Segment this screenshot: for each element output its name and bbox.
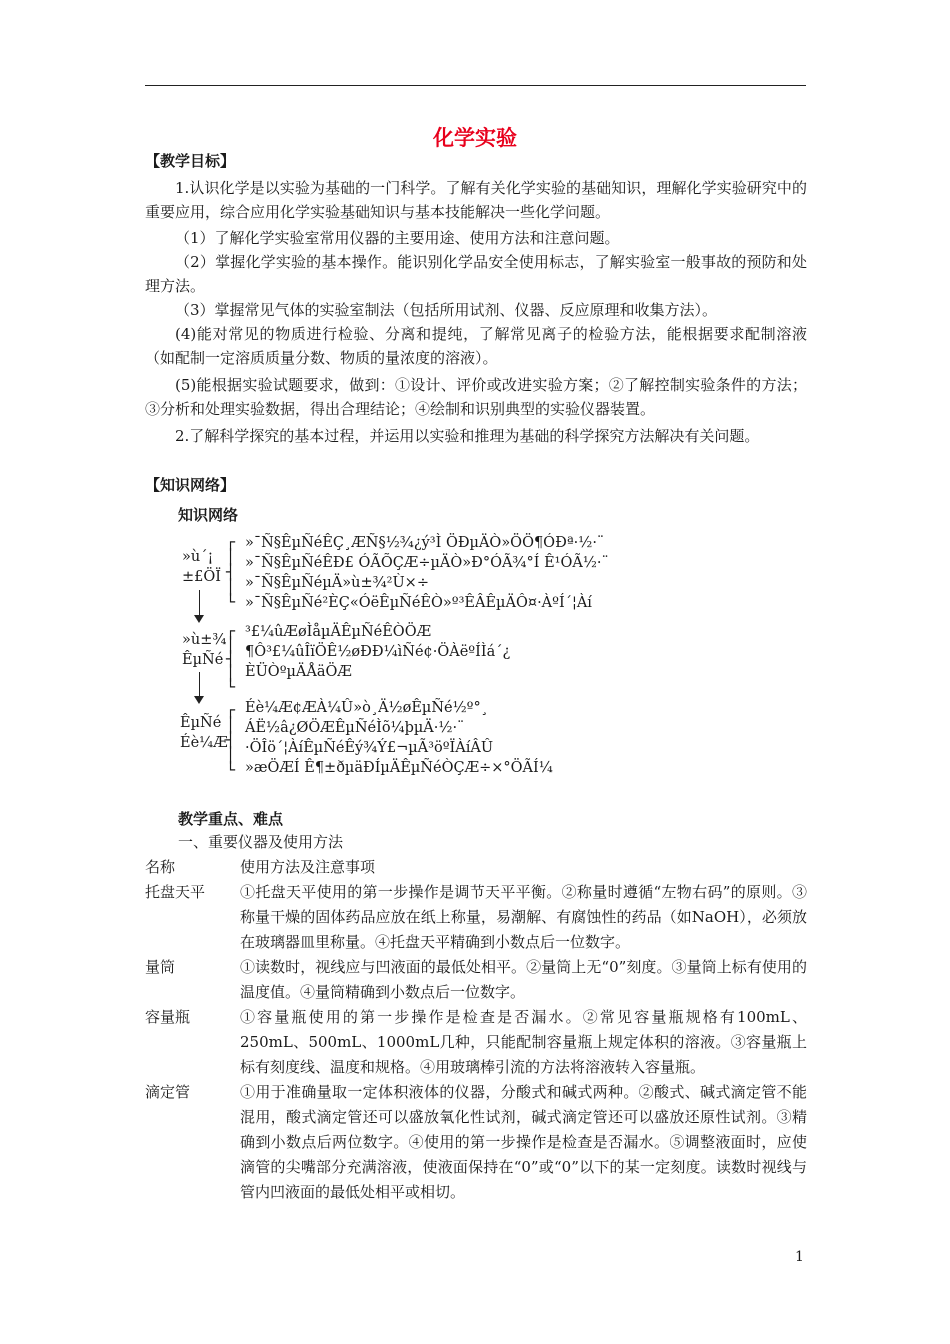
network-group3-label-1: ÊµÑé: [180, 715, 222, 731]
network-group2-label-2: ÊµÑé: [182, 652, 224, 668]
goal-item-4: (4)能对常见的物质进行检验、分离和提纯，了解常见离子的检验方法，能根据要求配制溶液（如配制一定溶质质量分数、物质的量浓度的溶液）。: [145, 325, 807, 367]
table-header-name: 名称: [145, 858, 176, 876]
table-row-name: 托盘天平: [145, 883, 206, 901]
network-arrowhead-1: [194, 615, 204, 623]
network-group3-item-1: Éè¼Æ¢ÆÀ¼Û»ò¸Ä½øÊµÑé½º°¸: [245, 700, 488, 716]
table-row-name: 容量瓶: [145, 1008, 191, 1026]
network-group3-item-2: ÁË½â¿ØÖÆÊµÑéÌõ¼þµÄ·½·¨: [245, 720, 465, 736]
instruments-heading: 一、重要仪器及使用方法: [178, 833, 344, 851]
goal-item-5: (5)能根据实验试题要求，做到：①设计、评价或改进实验方案；②了解控制实验条件的方法；③分析和处理实验数据，得出合理结论；④绘制和识别典型的实验仪器装置。: [145, 376, 807, 418]
network-group2-brace: ┌ │ ┤ │ └: [226, 622, 236, 696]
goal-item-2: （2）掌握化学实验的基本操作。能识别化学品安全使用标志，了解实验室一般事故的预防和处理方法。: [145, 253, 807, 295]
network-arrowhead-2: [194, 696, 204, 704]
network-group1-label-1: »ù´¡: [182, 549, 214, 565]
goal-paragraph-2: 2.了解科学探究的基本过程，并运用以实验和推理为基础的科学探究方法解决有关问题。: [175, 427, 760, 445]
network-arrow-2: [199, 672, 200, 698]
network-arrow-1: [199, 590, 200, 617]
goal-item-1: （1）了解化学实验室常用仪器的主要用途、使用方法和注意问题。: [175, 229, 620, 247]
goal-item-3: （3）掌握常见气体的实验室制法（包括所用试剂、仪器、反应原理和收集方法）。: [175, 301, 718, 319]
table-header-usage: 使用方法及注意事项: [240, 858, 376, 876]
network-group3-brace: ┌ │ ┤ │ └: [226, 701, 236, 779]
network-group3-item-3: ·ÖÎö´¦ÀíÊµÑéÊý¾Ý£¬µÃ³öºÏÀíÂÛ: [245, 740, 494, 756]
network-group1-label-2: ±£ÖÏ: [182, 569, 221, 585]
goal-paragraph-1: 1.认识化学是以实验为基础的一门科学。了解有关化学实验的基础知识，理解化学实验研究中的重要应用，综合应用化学实验基础知识与基本技能解决一些化学问题。: [145, 179, 807, 221]
network-group1-brace: ┌ │ ┤ │ └: [226, 533, 236, 611]
network-subheading: 知识网络: [178, 506, 239, 524]
network-group2-label-1: »ù±¾: [182, 632, 227, 648]
key-points-heading: 教学重点、难点: [178, 810, 284, 828]
goals-heading: 【教学目标】: [145, 152, 236, 170]
network-group2-item-1: ³£¼ûÆøÌåµÄÊµÑéÊÒÖÆ: [245, 624, 432, 640]
network-group2-item-2: ¶Ô³£¼ûÎïÖÊ½øÐÐ¼ìÑé¢·ÖÀëºÍÌá´¿: [245, 644, 511, 660]
network-group2-item-3: ÈÜÒºµÄÅäÖÆ: [245, 664, 352, 680]
network-group1-item-2: »¯Ñ§ÊµÑéÊÐ£ ÓÃÕÇÆ÷µÄÒ»Ð°ÓÃ¾°Í Ê¹ÓÃ½·¨: [245, 555, 609, 571]
network-group3-label-2: Éè¼Æ: [180, 735, 228, 751]
table-row-text: ①容量瓶使用的第一步操作是检查是否漏水。②常见容量瓶规格有100mL、250mL、500mL、1000mL几种，只能配制容量瓶上规定体积的溶液。③容量瓶上标有刻度线、温度和规格。④用玻璃棒引流的方法将溶液转入容量瓶。: [240, 1008, 807, 1076]
page-number: 1: [795, 1249, 804, 1265]
header-rule: [145, 85, 806, 86]
table-row-name: 滴定管: [145, 1083, 191, 1101]
page-title: 化学实验: [433, 126, 517, 150]
network-group1-item-4: »¯Ñ§ÊµÑé²ÈÇ«ÓëÊµÑéÊÒ»º³ÊÂÊµÄÔ¤·ÀºÍ´¦Àí: [245, 595, 592, 611]
table-row-name: 量筒: [145, 958, 176, 976]
network-group1-item-1: »¯Ñ§ÊµÑéÊÇ¸ÆÑ§½¾¿ý³Ì ÖÐµÄÒ»ÖÖ¶ÓÐª·½·¨: [245, 535, 605, 551]
table-row-text: ①读数时，视线应与凹液面的最低处相平。②量筒上无“0”刻度。③量筒上标有使用的温度值。④量筒精确到小数点后一位数字。: [240, 958, 807, 1001]
table-row-text: ①托盘天平使用的第一步操作是调节天平平衡。②称量时遵循“左物右码”的原则。③称量干燥的固体药品应放在纸上称量，易潮解、有腐蚀性的药品（如NaOH），必须放在玻璃器皿里称量。④托盘天平精确到小数点后一位数字。: [240, 883, 807, 951]
network-group1-item-3: »¯Ñ§ÊµÑéµÄ»ù±¾²Ù×÷: [245, 575, 429, 591]
network-heading: 【知识网络】: [145, 476, 236, 494]
table-row-text: ①用于准确量取一定体积液体的仪器，分酸式和碱式两种。②酸式、碱式滴定管不能混用，酸式滴定管还可以盛放氧化性试剂，碱式滴定管还可以盛放还原性试剂。③精确到小数点后两位数字。④使用的第一步操作是检查是否漏水。⑤调整液面时，应使滴管的尖嘴部分充满溶液，使液面保持在“0”或“0”以下的某一定刻度。读数时视线与管内凹液面的最低处相平或相切。: [240, 1083, 807, 1201]
network-group3-item-4: »æÖÆÍ Ê¶±ðµäÐÍµÄÊµÑéÒÇÆ÷×°ÖÃÍ¼: [245, 760, 553, 776]
